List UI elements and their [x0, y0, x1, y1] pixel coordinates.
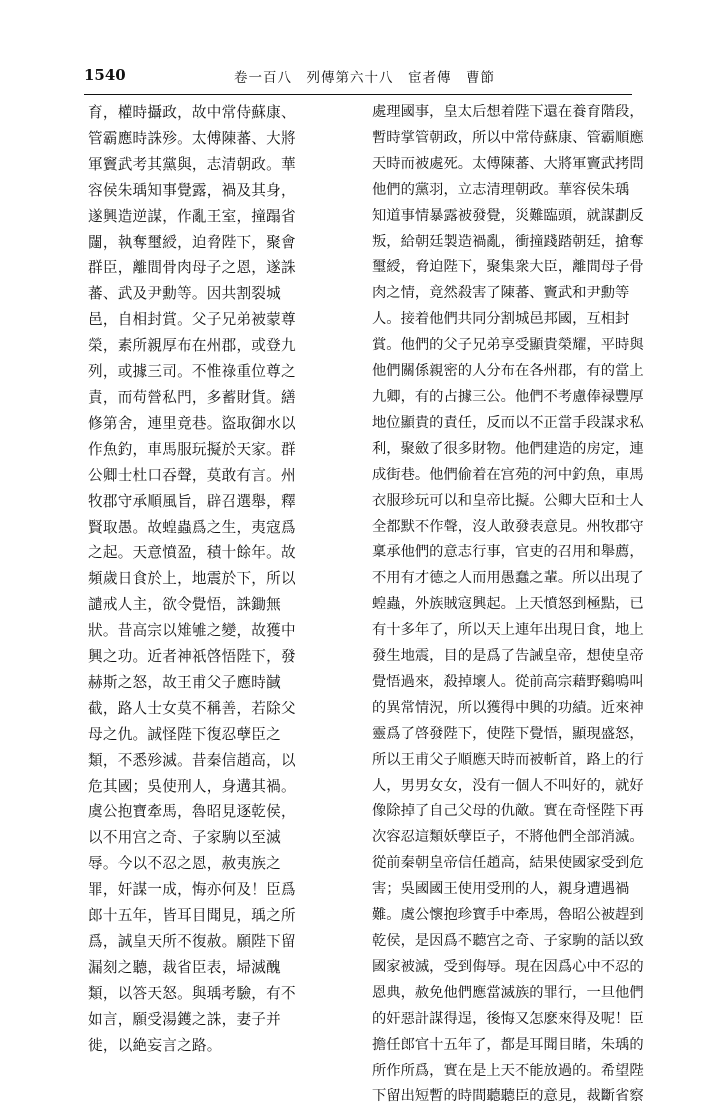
- page-number: 1540: [84, 66, 126, 84]
- text-line: 乾侯，是因爲不聽宫之奇、子家駒的話以致: [372, 933, 644, 949]
- text-line: 人。接着他們共同分割城邑邦國，互相封: [372, 311, 630, 328]
- text-line: 譴戒人主，欲令覺悟，誅鋤無: [88, 596, 281, 614]
- text-line: 邑，自相封賞。父子兄弟被蒙尊: [88, 311, 296, 329]
- text-line: 管霸應時誅殄。太傅陳蕃、大將: [88, 129, 296, 147]
- modern-translation-column: [372, 100, 644, 1110]
- text-line: 稟承他們的意志行事，官吏的召用和舉薦，: [372, 544, 644, 561]
- text-line: 璽綬，脅迫陛下，聚集衆大臣，離間母子骨: [372, 259, 644, 276]
- classical-text-column: [88, 100, 360, 1059]
- text-line: 作魚釣，車馬服玩擬於天家。群: [88, 440, 296, 458]
- text-line: 容侯朱瑀知事覺露，禍及其身，: [88, 181, 296, 199]
- text-line: 衣服珍玩可以和皇帝比擬。公卿大臣和士人: [372, 492, 644, 509]
- text-line: 修第舍，連里竟巷。盜取御水以: [88, 414, 296, 432]
- text-line: 截，路人士女莫不稱善，若除父: [88, 699, 296, 717]
- text-line: 徙，以絶妄言之路。: [88, 1036, 222, 1054]
- text-line: 所以王甫父子順應天時而被斬首，路上的行: [372, 751, 644, 768]
- text-line: 漏刻之聽，裁省臣表，埽滅醜: [88, 958, 281, 976]
- text-line: 次容忍這類妖孽臣子，不將他們全部消滅。: [372, 829, 644, 846]
- text-line: 有十多年了，所以天上連年出現日食，地上: [372, 622, 644, 639]
- text-line: 覺悟過來，殺掉壞人。從前高宗藉野鷄鳴叫: [372, 673, 644, 690]
- text-line: 如言，願受湯鑊之誅，妻子并: [88, 1010, 281, 1028]
- text-line: 虞公抱寶牽馬，魯昭見逐乾侯，: [88, 803, 296, 821]
- text-line: 類，不悉殄滅。昔秦信趙高，以: [88, 751, 296, 769]
- text-line: 害；吳國國王使用受刑的人，親身遭遇禍: [372, 881, 630, 898]
- text-line: 擔任郎官十五年了，都是耳聞目睹，朱瑀的: [372, 1036, 644, 1053]
- text-line: 蝗蟲，外族賊寇興起。上天憤怒到極點，已: [372, 596, 644, 613]
- text-line: 他們關係親密的人分布在各州郡，有的當上: [372, 363, 644, 380]
- text-line: 地位顯貴的責任，反而以不正當手段謀求私: [372, 414, 644, 431]
- text-line: 恩典，赦免他們應當滅族的罪行，一旦他們: [372, 984, 644, 1001]
- text-line: 危其國；吳使刑人，身遘其禍。: [88, 777, 296, 795]
- text-line: 肉之情，竟然殺害了陳蕃、竇武和尹勳等: [372, 285, 630, 302]
- text-line: 責，而苟營私門，多蓄財貨。繕: [88, 388, 296, 406]
- text-line: 的奸惡計謀得逞，後悔又怎麽來得及呢！臣: [372, 1010, 644, 1027]
- text-line: 像除掉了自己父母的仇敵。實在奇怪陛下再: [372, 803, 644, 820]
- text-line: 辱。今以不忍之恩，赦夷族之: [88, 855, 281, 873]
- text-line: 賢取愚。故蝗蟲爲之生，夷寇爲: [88, 518, 296, 536]
- text-line: 人，男男女女，没有一個人不叫好的，就好: [372, 777, 644, 794]
- text-line: 類，以答天怒。與瑀考驗，有不: [88, 984, 296, 1002]
- text-line: 之起。天意憤盈，積十餘年。故: [88, 544, 296, 562]
- text-line: 狀。昔高宗以雉雊之變，故獲中: [88, 622, 296, 640]
- text-line: 列，或據三司。不惟祿重位尊之: [88, 363, 296, 381]
- text-line: 榮，素所親厚布在州郡，或登九: [88, 337, 296, 355]
- text-line: 不用有才德之人而用愚蠢之輩。所以出現了: [372, 570, 644, 587]
- text-line: 頻歲日食於上，地震於下，所以: [88, 570, 296, 588]
- text-line: 爲，誠皇天所不復赦。願陛下留: [88, 933, 296, 950]
- text-line: 興之功。近者神祇啓悟陛下，發: [88, 648, 296, 666]
- text-line: 公卿士杜口吞聲，莫敢有言。州: [88, 466, 296, 484]
- text-line: 從前秦朝皇帝信任趙高，結果使國家受到危: [372, 855, 644, 872]
- text-line: 軍竇武考其黨與，志清朝政。華: [88, 155, 296, 173]
- text-line: 九卿，有的占據三公。他們不考慮俸禄豐厚: [372, 388, 644, 405]
- text-line: 母之仇。誠怪陛下復忍孽臣之: [88, 725, 281, 743]
- text-line: 牧郡守承順風旨，辟召選舉，釋: [88, 492, 296, 510]
- text-line: 赫斯之怒，故王甫父子應時馘: [88, 673, 281, 691]
- text-line: 全都默不作聲，沒人敢發表意見。州牧郡守: [372, 518, 644, 535]
- text-line: 蕃、武及尹勳等。因共割裂城: [88, 285, 281, 303]
- text-line: 郎十五年，皆耳目聞見，瑀之所: [88, 907, 296, 925]
- text-line: 罪，奸謀一成，悔亦何及！臣爲: [88, 881, 296, 899]
- text-line: 難。虞公懷抱珍寶手中牽馬，魯昭公被趕到: [372, 907, 644, 924]
- text-line: 叛，給朝廷製造禍亂，衝撞踐踏朝廷，搶奪: [372, 233, 644, 250]
- text-line: 所作所爲，實在是上天不能放過的。希望陛: [372, 1062, 644, 1079]
- text-line: 下留出短暫的時間聽聽臣的意見，裁斷省察: [372, 1088, 644, 1105]
- text-line: 遂興造逆謀，作亂王室，撞蹋省: [88, 207, 296, 225]
- text-line: 育，權時攝政，故中常侍蘇康、: [88, 104, 296, 121]
- text-line: 知道事情暴露被發覺，災難臨頭，就謀劃反: [372, 207, 644, 224]
- text-line: 以不用宫之奇、子家駒以至滅: [88, 829, 281, 847]
- text-line: 發生地震，目的是爲了告誡皇帝，想使皇帝: [372, 648, 644, 665]
- page-header: [84, 66, 632, 92]
- text-line: 天時而被處死。太傅陳蕃、大將軍竇武拷問: [372, 155, 644, 172]
- text-line: 暫時掌管朝政，所以中常侍蘇康、管霸順應: [372, 129, 644, 146]
- running-title: 卷一百八 列傳第六十八 宦者傳 曹節: [234, 70, 495, 86]
- text-line: 他們的黨羽，立志清理朝政。華容侯朱瑀: [372, 181, 630, 198]
- text-line: 國家被滅，受到侮辱。現在因爲心中不忍的: [372, 958, 644, 975]
- header-rule: [84, 94, 632, 95]
- text-line: 群臣，離間骨肉母子之恩，遂誅: [88, 259, 296, 277]
- text-line: 利，聚斂了很多財物。他們建造的房定，連: [372, 440, 644, 457]
- text-line: 賞。他們的父子兄弟享受顯貴榮耀，平時與: [372, 337, 644, 354]
- text-line: 處理國事，皇太后想着陛下還在養育階段，: [372, 104, 644, 120]
- text-line: 闥，執奪璽綬，迫脅陛下，聚會: [88, 233, 296, 251]
- text-line: 的異常情況，所以獲得中興的功績。近來神: [372, 699, 644, 716]
- text-line: 靈爲了啓發陛下，使陛下覺悟，顯現盛怒，: [372, 725, 644, 742]
- text-line: 成街巷。他們偷着在宫苑的河中釣魚，車馬: [372, 466, 644, 483]
